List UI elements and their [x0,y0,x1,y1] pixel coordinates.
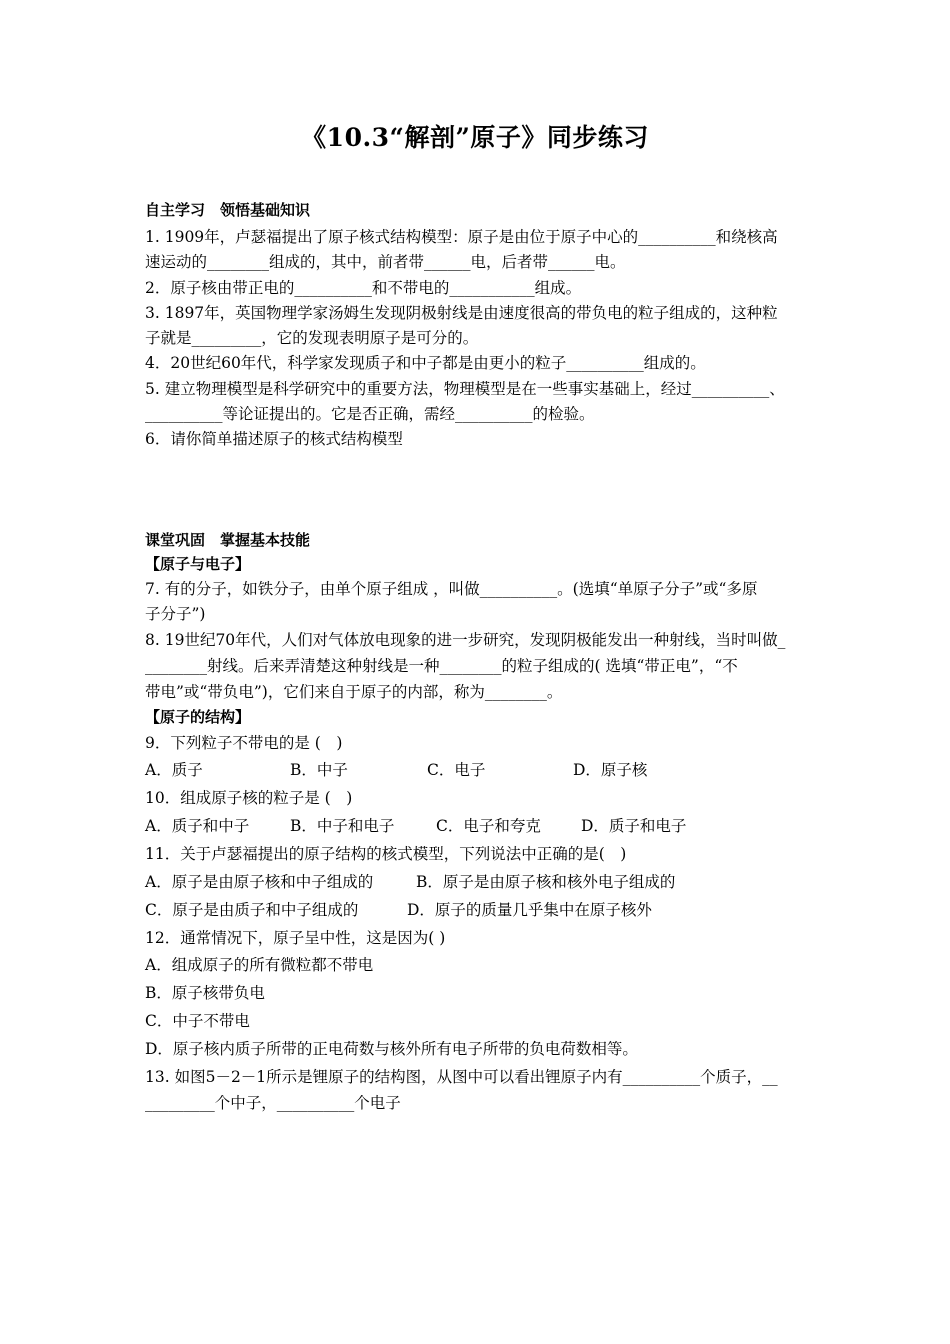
q11-option-b: B．原子是由原子核和核外电子组成的 [416,873,676,891]
q2-line: 2．原子核由带正电的__________和不带电的___________组成。 [145,279,582,297]
q9-option-a: A．质子 [145,761,203,779]
subheading-atom-structure: 【原子的结构】 [145,708,251,726]
q10-option-c: C．电子和夸克 [436,817,541,835]
q13-line2: _________个中子，__________个电子 [145,1094,401,1112]
q10-option-d: D．质子和电子 [581,817,687,835]
q6-line: 6．请你简单描述原子的核式结构模型 [145,430,403,448]
q10-option-a: A．质子和中子 [145,817,250,835]
q1-line2: 速运动的________组成的，其中，前者带______电，后者带______电。 [145,253,626,271]
q10-option-b: B．中子和电子 [290,817,395,835]
subheading-atom-electron: 【原子与电子】 [145,555,251,573]
q11-option-c: C．原子是由质子和中子组成的 [145,901,359,919]
q3-line2: 子就是_________，它的发现表明原子是可分的。 [145,329,479,347]
q12-option-d: D．原子核内质子所带的正电荷数与核外所有电子所带的负电荷数相等。 [145,1040,638,1058]
q12-option-c: C．中子不带电 [145,1012,250,1030]
q1-line1: 1. 1909年，卢瑟福提出了原子核式结构模型：原子是由位于原子中心的__________和绕核高 [145,228,778,246]
q9-option-c: C．电子 [427,761,486,779]
q5-line2: __________等论证提出的。它是否正确，需经__________的检验。 [145,405,595,423]
q8-line2: ________射线。后来弄清楚这种射线是一种________的粒子组成的( 选填“带正电”，“不 [145,657,738,675]
q11-option-d: D．原子的质量几乎集中在原子核外 [407,901,652,919]
q7-line1: 7. 有的分子，如铁分子，由单个原子组成 ，叫做__________。(选填“单原子分子”或“多原 [145,580,758,598]
q11-option-a: A．原子是由原子核和中子组成的 [145,873,374,891]
section-heading-classroom: 课堂巩固 掌握基本技能 [145,531,311,549]
q7-line2: 子分子”) [145,605,206,623]
q8-line1: 8. 19世纪70年代，人们对气体放电现象的进一步研究，发现阴极能发出一种射线，当时叫做_ [145,631,786,649]
q9-option-d: D．原子核 [573,761,648,779]
q9-option-b: B．中子 [290,761,348,779]
q11-stem: 11．关于卢瑟福提出的原子结构的核式模型，下列说法中正确的是( ) [145,845,627,863]
q13-line1: 13. 如图5－2－1所示是锂原子的结构图，从图中可以看出锂原子内有__________个质子，__ [145,1068,778,1086]
q3-line1: 3. 1897年，英国物理学家汤姆生发现阴极射线是由速度很高的带负电的粒子组成的，这种粒 [145,304,778,322]
q8-line3: 带电”或“带负电”)，它们来自于原子的内部，称为________。 [145,683,563,701]
section-heading-self-study: 自主学习 领悟基础知识 [145,201,311,219]
page-title: 《10.3“解剖”原子》同步练习 [301,123,649,152]
q5-line1: 5. 建立物理模型是科学研究中的重要方法，物理模型是在一些事实基础上，经过__________、 [145,380,785,398]
q12-stem: 12．通常情况下，原子呈中性，这是因为( ) [145,929,446,947]
q10-stem: 10．组成原子核的粒子是 ( ) [145,789,353,807]
q9-stem: 9．下列粒子不带电的是 ( ) [145,734,343,752]
q12-option-b: B．原子核带负电 [145,984,265,1002]
q4-line: 4．20世纪60年代，科学家发现质子和中子都是由更小的粒子__________组成的。 [145,354,706,372]
q12-option-a: A．组成原子的所有微粒都不带电 [145,956,374,974]
